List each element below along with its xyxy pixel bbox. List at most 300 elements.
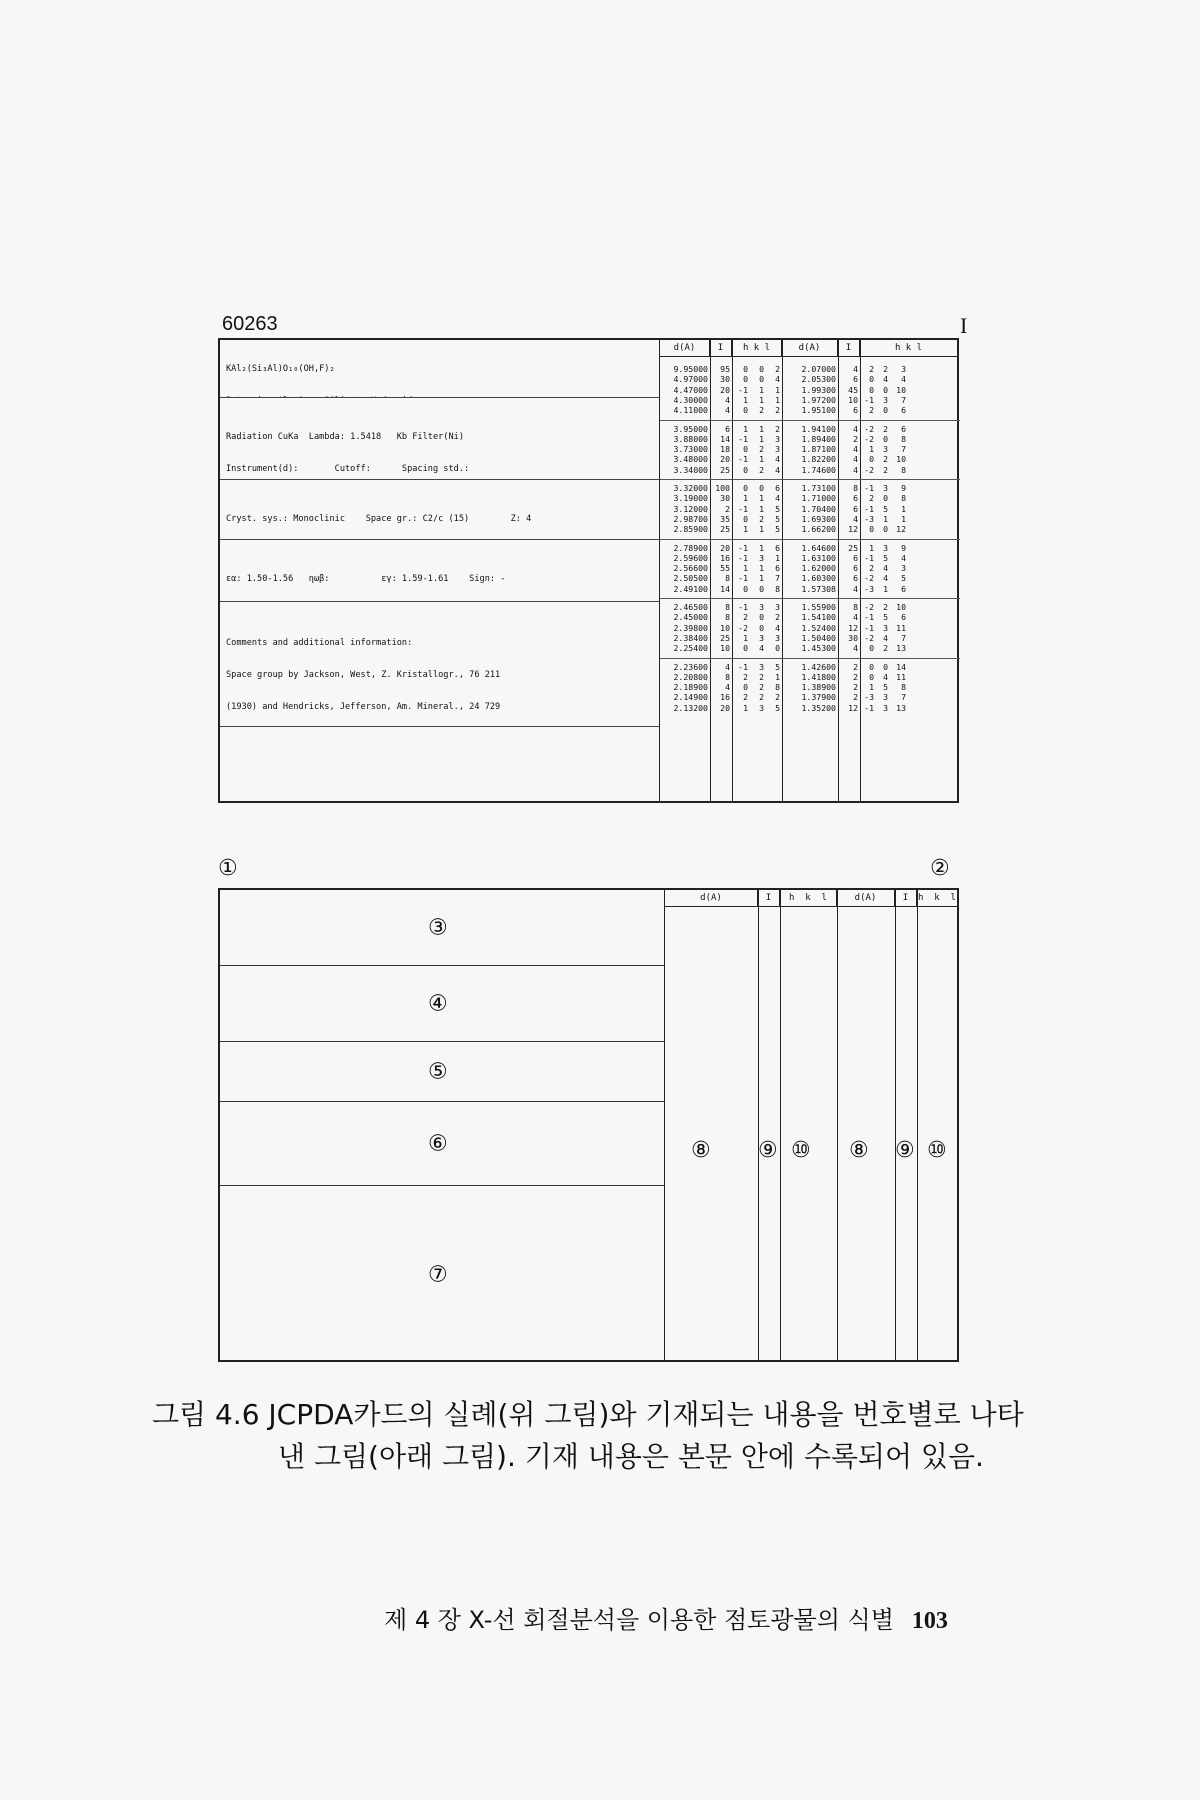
table-cell: -1	[864, 552, 874, 563]
table-cell: 2.25400	[673, 643, 708, 654]
table-cell: 2.49100	[673, 583, 708, 594]
table-cell: 2	[759, 405, 764, 416]
crystal-line: Cryst. sys.: Monoclinic Space gr.: C2/c (15) Z: 4	[226, 513, 532, 524]
table-cell: 1.35200	[801, 702, 836, 713]
table-cell: 12	[848, 622, 858, 633]
table-cell: 55	[720, 563, 730, 574]
table-cell: 3	[775, 433, 780, 444]
table-cell: 1.82200	[801, 454, 836, 465]
header-i-2: I	[838, 340, 860, 357]
header-k: k	[753, 343, 760, 353]
table-cell: 1	[759, 433, 764, 444]
table-cell: 0	[869, 374, 874, 385]
group-separator	[782, 658, 960, 659]
table-cell: -1	[738, 384, 748, 395]
table-cell: 2	[759, 444, 764, 455]
table-cell: 2	[869, 493, 874, 504]
table-cell: 1	[759, 394, 764, 405]
table-cell: 0	[759, 612, 764, 623]
table-cell: 1.55900	[801, 602, 836, 612]
template-card	[218, 888, 959, 1362]
tmpl-header-l-2: l	[950, 893, 956, 903]
table-cell: 3	[759, 552, 764, 563]
page-number: 103	[911, 1608, 948, 1634]
table-cell: 6	[901, 612, 906, 623]
table-cell: -3	[864, 583, 874, 594]
table-cell: 2	[743, 612, 748, 623]
table-cell: 2.98700	[673, 513, 708, 524]
table-cell: 8	[725, 671, 730, 682]
table-cell: 8	[725, 573, 730, 584]
table-cell: 0	[883, 493, 888, 504]
table-cell: 2	[883, 454, 888, 465]
table-cell: 2.45000	[673, 612, 708, 623]
table-cell: 2.56600	[673, 563, 708, 574]
label-1: ①	[218, 856, 238, 881]
table-cell: 8	[725, 602, 730, 612]
jcpds-card	[218, 338, 959, 803]
table-cell: 1	[759, 503, 764, 514]
table-cell: -1	[738, 433, 748, 444]
table-cell: 7	[775, 573, 780, 584]
section-3-number: ③	[428, 915, 448, 940]
table-cell: 3.48000	[673, 454, 708, 465]
table-cell: 4	[853, 444, 858, 455]
tmpl-header-d-2: d(A)	[837, 890, 895, 907]
table-cell: 1	[759, 423, 764, 434]
table-cell: 4	[853, 454, 858, 465]
table-cell: 25	[720, 632, 730, 643]
table-cell: 1.66200	[801, 524, 836, 535]
comments-section	[220, 602, 659, 727]
table-cell: 5	[775, 503, 780, 514]
table-cell: 4	[775, 622, 780, 633]
group-separator	[660, 420, 782, 421]
col-10-hkl: ⑩	[791, 1138, 811, 1163]
table-cell: 0	[869, 454, 874, 465]
table-cell: 1	[883, 583, 888, 594]
table-cell: 3.19000	[673, 493, 708, 504]
table-cell: 0	[883, 524, 888, 535]
group-separator	[660, 539, 782, 540]
header-l-2: l	[916, 343, 923, 353]
table-cell: 8	[901, 493, 906, 504]
table-cell: 3	[775, 632, 780, 643]
table-cell: 1	[743, 632, 748, 643]
table-cell: 11	[896, 671, 906, 682]
table-cell: 3	[883, 702, 888, 713]
table-cell: 4	[883, 671, 888, 682]
table-cell: 8	[901, 464, 906, 475]
table-cell: 1	[901, 503, 906, 514]
table-cell: -2	[864, 464, 874, 475]
table-cell: 20	[720, 454, 730, 465]
table-cell: 2.78900	[673, 542, 708, 553]
table-cell: 1	[759, 454, 764, 465]
table-cell: 4	[725, 661, 730, 672]
table-cell: 7	[901, 394, 906, 405]
table-cell: 1.38900	[801, 682, 836, 693]
table-cell: 1	[759, 563, 764, 574]
table-cell: 10	[848, 394, 858, 405]
table-cell: 8	[725, 612, 730, 623]
table-cell: 6	[775, 563, 780, 574]
table-cell: 0	[743, 643, 748, 654]
figure-caption	[152, 1394, 1052, 1478]
table-cell: 1	[883, 513, 888, 524]
table-cell: 1.57308	[801, 583, 836, 594]
table-cell: 5	[901, 573, 906, 584]
table-cell: 4.30000	[673, 394, 708, 405]
section-5	[220, 1042, 664, 1102]
table-cell: 2	[775, 405, 780, 416]
table-cell: 0	[743, 682, 748, 693]
group-separator	[782, 598, 960, 599]
table-cell: 1	[869, 542, 874, 553]
table-cell: 3	[883, 394, 888, 405]
table-cell: 4	[775, 464, 780, 475]
header-l: l	[764, 343, 771, 353]
col-8-d: ⑧	[691, 1138, 711, 1163]
table-cell: 2	[775, 423, 780, 434]
table-cell: 1.63100	[801, 552, 836, 563]
table-cell: 2.05300	[801, 374, 836, 385]
col-9-i-2: ⑨	[895, 1138, 915, 1163]
empty-section	[220, 727, 659, 803]
table-cell: 2.20800	[673, 671, 708, 682]
group-separator	[660, 598, 782, 599]
table-cell: 2	[869, 364, 874, 374]
d-spacing-table	[660, 340, 957, 801]
table-cell: -2	[864, 602, 874, 612]
table-cell: 0	[759, 622, 764, 633]
table-cell: 2	[759, 464, 764, 475]
table-cell: 8	[775, 583, 780, 594]
caption-line-2: 낸 그림(아래 그림). 기재 내용은 본문 안에 수록되어 있음.	[278, 1440, 984, 1473]
table-cell: -1	[738, 503, 748, 514]
group-separator	[782, 479, 960, 480]
table-cell: 20	[720, 542, 730, 553]
table-cell: 10	[896, 602, 906, 612]
section-6-number: ⑥	[428, 1131, 448, 1156]
table-cell: 25	[848, 542, 858, 553]
table-cell: 3	[759, 632, 764, 643]
table-cell: 2	[883, 643, 888, 654]
table-cell: 2	[883, 423, 888, 434]
table-cell: 4	[853, 464, 858, 475]
col-8-d-2: ⑧	[849, 1138, 869, 1163]
tmpl-header-h: h	[789, 893, 795, 903]
table-cell: -1	[738, 573, 748, 584]
table-cell: 0	[759, 364, 764, 374]
table-cell: 0	[869, 384, 874, 395]
table-cell: 3.32000	[673, 483, 708, 493]
group-separator	[782, 539, 960, 540]
table-cell: 1	[775, 384, 780, 395]
table-cell: 3	[901, 364, 906, 374]
table-cell: 1.45300	[801, 643, 836, 654]
table-cell: 3	[775, 602, 780, 612]
table-cell: 1.52400	[801, 622, 836, 633]
table-cell: 3	[775, 444, 780, 455]
table-cell: 4	[759, 643, 764, 654]
table-cell: 0	[869, 661, 874, 672]
table-cell: 2	[883, 602, 888, 612]
table-cell: 0	[883, 433, 888, 444]
table-cell: 1	[759, 542, 764, 553]
table-cell: 2	[775, 364, 780, 374]
table-cell: 10	[720, 622, 730, 633]
table-cell: 0	[743, 483, 748, 493]
group-separator	[782, 420, 960, 421]
table-cell: 8	[901, 433, 906, 444]
header-h-2: h	[894, 343, 901, 353]
section-4	[220, 966, 664, 1042]
table-cell: 5	[883, 682, 888, 693]
table-cell: 30	[720, 493, 730, 504]
table-cell: 2	[853, 692, 858, 703]
table-cell: 0	[869, 643, 874, 654]
table-cell: 2.14900	[673, 692, 708, 703]
table-cell: -1	[864, 483, 874, 493]
table-cell: 3.95000	[673, 423, 708, 434]
table-cell: 5	[775, 513, 780, 524]
tmpl-header-hkl	[780, 890, 837, 907]
table-cell: -1	[864, 702, 874, 713]
card-number: 60263	[222, 313, 278, 335]
table-cell: 9	[901, 483, 906, 493]
group-separator	[660, 479, 782, 480]
table-cell: 3.88000	[673, 433, 708, 444]
table-cell: 0	[743, 513, 748, 524]
table-cell: 5	[883, 503, 888, 514]
table-cell: 1.70400	[801, 503, 836, 514]
table-cell: 3	[901, 563, 906, 574]
table-cell: 4	[853, 643, 858, 654]
table-cell: 0	[775, 643, 780, 654]
table-cell: 12	[896, 524, 906, 535]
group-separator	[660, 658, 782, 659]
table-cell: 4	[725, 682, 730, 693]
table-cell: 2.50500	[673, 573, 708, 584]
table-cell: 4	[775, 454, 780, 465]
table-cell: 1	[743, 524, 748, 535]
table-cell: -2	[864, 632, 874, 643]
table-cell: 25	[720, 524, 730, 535]
table-cell: 1.50400	[801, 632, 836, 643]
table-cell: 8	[901, 682, 906, 693]
table-cell: 2	[775, 692, 780, 703]
table-cell: 2	[853, 671, 858, 682]
table-cell: 2.39800	[673, 622, 708, 633]
table-cell: 30	[720, 374, 730, 385]
card-info-panel	[220, 340, 660, 801]
table-cell: 5	[883, 552, 888, 563]
template-table	[664, 890, 957, 1360]
optical-section	[220, 540, 659, 602]
table-cell: 1.94100	[801, 423, 836, 434]
header-d-2: d(A)	[782, 340, 838, 357]
table-cell: 0	[883, 384, 888, 395]
tmpl-header-i-2: I	[895, 890, 917, 907]
table-cell: 4.97000	[673, 374, 708, 385]
table-cell: 3	[883, 622, 888, 633]
table-cell: 1.71000	[801, 493, 836, 504]
section-4-number: ④	[428, 991, 448, 1016]
table-cell: 3.34000	[673, 464, 708, 475]
table-cell: 4	[883, 573, 888, 584]
quality-mark: I	[960, 313, 968, 338]
table-cell: 1.42600	[801, 661, 836, 672]
table-cell: 12	[848, 702, 858, 713]
table-cell: 1	[759, 493, 764, 504]
table-cell: 5	[883, 612, 888, 623]
table-cell: 2.23600	[673, 661, 708, 672]
table-cell: 2	[759, 671, 764, 682]
table-cell: 6	[853, 374, 858, 385]
table-cell: 1	[759, 524, 764, 535]
table-cell: 100	[715, 483, 730, 493]
table-cell: -2	[738, 622, 748, 633]
section-7	[220, 1186, 664, 1364]
header-i: I	[710, 340, 732, 357]
table-cell: 1.69300	[801, 513, 836, 524]
table-cell: 35	[720, 513, 730, 524]
tmpl-header-d: d(A)	[665, 890, 758, 907]
table-cell: 3	[883, 444, 888, 455]
table-cell: 2.18900	[673, 682, 708, 693]
table-cell: 3.73000	[673, 444, 708, 455]
table-cell: 2.85900	[673, 524, 708, 535]
table-cell: 4	[901, 552, 906, 563]
table-cell: 4	[853, 364, 858, 374]
table-cell: 3	[883, 542, 888, 553]
table-cell: 2	[853, 661, 858, 672]
formula-section	[220, 340, 659, 398]
table-cell: 4	[725, 405, 730, 416]
table-cell: 3	[883, 483, 888, 493]
table-cell: 1.73100	[801, 483, 836, 493]
table-cell: 1	[901, 513, 906, 524]
table-cell: 3	[759, 602, 764, 612]
table-cell: 4	[853, 612, 858, 623]
table-cell: 0	[759, 374, 764, 385]
section-7-number: ⑦	[428, 1262, 448, 1288]
tmpl-header-i: I	[758, 890, 780, 907]
table-cell: 1	[743, 563, 748, 574]
table-cell: 6	[901, 405, 906, 416]
crystal-section	[220, 480, 659, 540]
table-cell: 6	[725, 423, 730, 434]
table-cell: 16	[720, 552, 730, 563]
table-cell: 10	[720, 643, 730, 654]
header-h: h	[742, 343, 749, 353]
table-cell: 4	[853, 583, 858, 594]
table-cell: -1	[864, 612, 874, 623]
table-cell: 1.97200	[801, 394, 836, 405]
table-cell: 1	[743, 702, 748, 713]
table-cell: 1.99300	[801, 384, 836, 395]
table-cell: 4	[853, 513, 858, 524]
radiation-line: Radiation CuKa Lambda: 1.5418 Kb Filter(Ni)	[226, 431, 464, 442]
table-cell: 2	[775, 612, 780, 623]
table-cell: 3	[759, 702, 764, 713]
header-d: d(A)	[660, 340, 710, 357]
table-cell: 0	[743, 374, 748, 385]
table-cell: 1	[759, 573, 764, 584]
table-cell: 1	[869, 444, 874, 455]
table-cell: 0	[759, 483, 764, 493]
table-cell: 2.13200	[673, 702, 708, 713]
table-cell: -1	[738, 552, 748, 563]
table-cell: 2	[759, 692, 764, 703]
table-cell: 2	[725, 503, 730, 514]
table-cell: 9.95000	[673, 364, 708, 374]
template-left	[220, 890, 664, 1360]
table-cell: 12	[848, 524, 858, 535]
section-6	[220, 1102, 664, 1186]
table-cell: 1	[775, 671, 780, 682]
header-hkl-2	[860, 340, 957, 357]
table-cell: 14	[720, 433, 730, 444]
table-cell: 6	[853, 552, 858, 563]
table-cell: 0	[743, 364, 748, 374]
table-cell: 95	[720, 364, 730, 374]
table-cell: 4	[883, 563, 888, 574]
table-cell: -1	[864, 622, 874, 633]
tmpl-header-k: k	[805, 893, 811, 903]
table-cell: 0	[743, 405, 748, 416]
table-cell: 1	[775, 394, 780, 405]
table-cell: 2	[759, 513, 764, 524]
table-cell: 0	[743, 583, 748, 594]
comment-line: Space group by Jackson, West, Z. Kristallogr., 76 211	[226, 669, 501, 680]
table-cell: -2	[864, 573, 874, 584]
table-cell: 1.60300	[801, 573, 836, 584]
table-cell: -2	[864, 433, 874, 444]
comment-line: (1930) and Hendricks, Jefferson, Am. Mineral., 24 729	[226, 702, 501, 713]
table-cell: 7	[901, 692, 906, 703]
page-footer	[384, 1600, 948, 1635]
table-cell: 1.95100	[801, 405, 836, 416]
table-cell: 20	[720, 384, 730, 395]
table-cell: 1.87100	[801, 444, 836, 455]
table-cell: 25	[720, 464, 730, 475]
radiation-section	[220, 398, 659, 480]
table-cell: 9	[901, 542, 906, 553]
table-cell: -1	[738, 602, 748, 612]
table-cell: -1	[864, 394, 874, 405]
table-cell: 6	[901, 583, 906, 594]
section-5-number: ⑤	[428, 1059, 448, 1084]
label-2: ②	[930, 856, 950, 881]
table-cell: 10	[896, 384, 906, 395]
table-cell: 5	[775, 661, 780, 672]
table-cell: 1	[759, 384, 764, 395]
table-cell: 1	[743, 423, 748, 434]
table-cell: 1	[743, 394, 748, 405]
table-cell: -1	[738, 454, 748, 465]
tmpl-header-l: l	[821, 893, 827, 903]
table-cell: 2	[869, 563, 874, 574]
table-cell: 10	[896, 454, 906, 465]
table-cell: 5	[775, 702, 780, 713]
table-cell: -2	[864, 423, 874, 434]
table-cell: 4	[775, 493, 780, 504]
table-cell: 8	[853, 483, 858, 493]
table-cell: 0	[869, 671, 874, 682]
table-cell: 1.64600	[801, 542, 836, 553]
